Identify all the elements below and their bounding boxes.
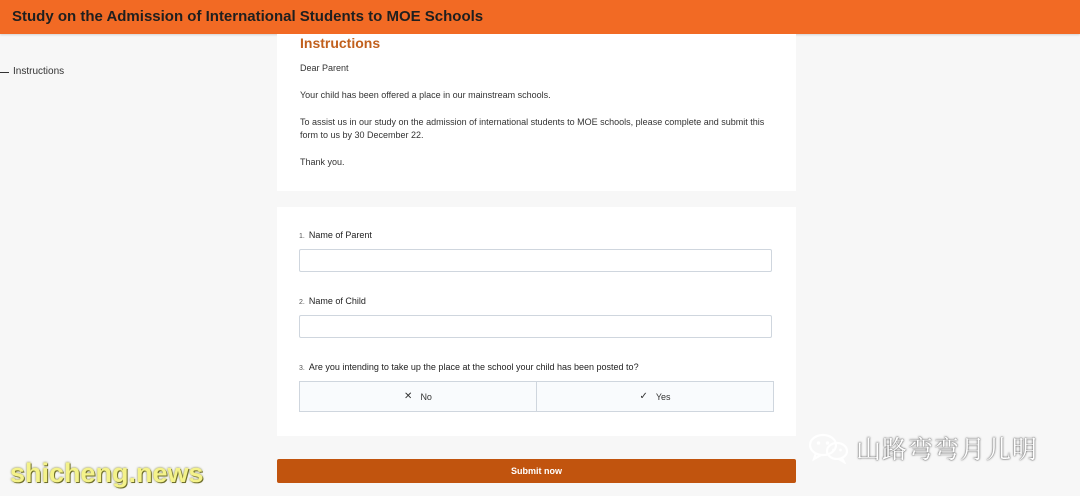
- child-name-input[interactable]: [299, 315, 772, 338]
- watermark-left: shicheng.news: [10, 458, 204, 488]
- parent-name-input[interactable]: [299, 249, 772, 272]
- option-yes-label: Yes: [655, 391, 671, 402]
- questions-card: [277, 207, 796, 436]
- instructions-card: [277, 34, 796, 191]
- option-no-button[interactable]: [300, 382, 536, 411]
- submit-button[interactable]: Submit now: [277, 459, 796, 483]
- question-label-child: 2. Name of Child: [299, 296, 366, 306]
- question-label-parent: 1. Name of Parent: [299, 230, 372, 240]
- active-indicator: [0, 72, 9, 73]
- watermark-right: [808, 430, 1038, 466]
- watermark-right-text: 山路弯弯月儿明: [856, 436, 1039, 464]
- greeting-text: Dear Parent: [300, 63, 349, 73]
- sidebar-item-instructions[interactable]: Instructions: [13, 66, 65, 77]
- wechat-icon: [808, 432, 850, 464]
- option-yes-button[interactable]: [536, 382, 773, 411]
- question-label-intent: 3. Are you intending to take up the place at the school your child has been posted to?: [299, 362, 639, 372]
- instructions-heading: Instructions: [300, 35, 381, 51]
- check-icon: ✓: [639, 391, 648, 402]
- study-text: To assist us in our study on the admission of international students to MOE schools, please complete and submit this form to us by 30 December 22.: [300, 117, 765, 140]
- closing-text: Thank you.: [300, 157, 345, 167]
- x-icon: ✕: [404, 391, 413, 402]
- option-no-label: No: [420, 391, 432, 402]
- intent-choice-group: [299, 381, 774, 412]
- top-bar: [0, 0, 1080, 34]
- form-title: Study on the Admission of International Students to MOE Schools: [12, 8, 484, 25]
- offer-text: Your child has been offered a place in our mainstream schools.: [300, 90, 551, 100]
